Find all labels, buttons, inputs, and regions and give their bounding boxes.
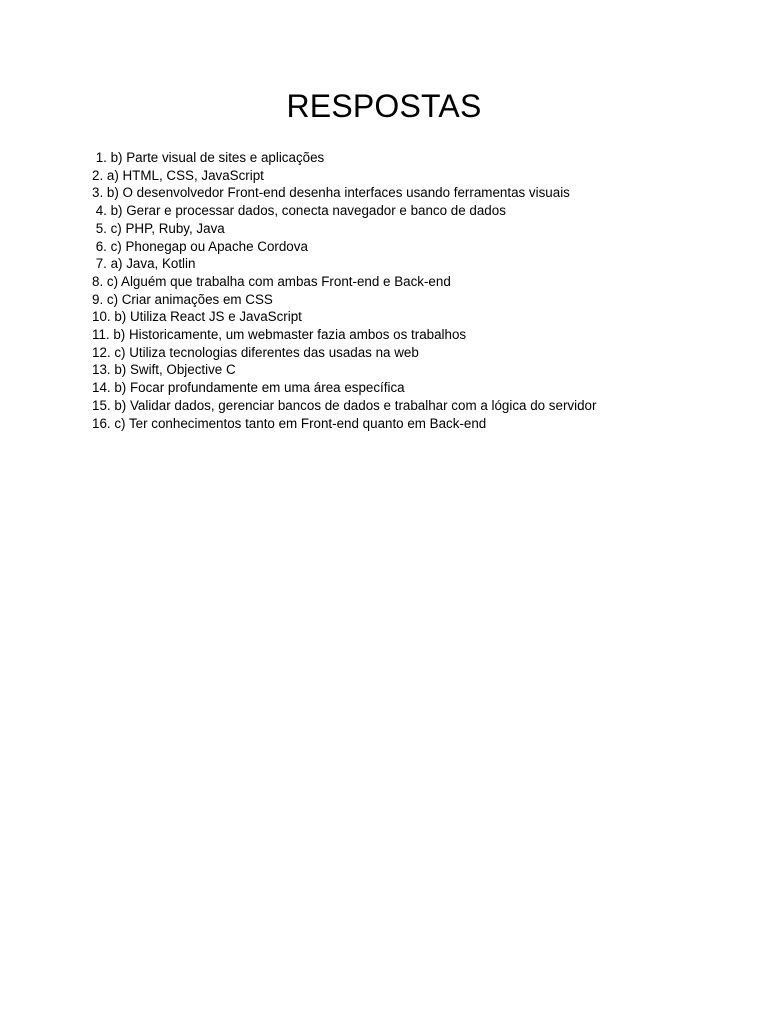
answer-item-6: 6. c) Phonegap ou Apache Cordova	[92, 238, 308, 254]
answer-item-11: 11. b) Historicamente, um webmaster fazia ambos os trabalhos	[92, 327, 467, 343]
answer-list	[92, 149, 596, 432]
page-title: RESPOSTAS	[286, 88, 482, 124]
answer-item-2: 2. a) HTML, CSS, JavaScript	[92, 167, 264, 183]
answer-item-4: 4. b) Gerar e processar dados, conecta navegador e banco de dados	[92, 203, 506, 219]
answer-item-14: 14. b) Focar profundamente em uma área específica	[92, 380, 405, 396]
answer-item-8: 8. c) Alguém que trabalha com ambas Front-end e Back-end	[92, 273, 451, 289]
answer-item-7: 7. a) Java, Kotlin	[92, 256, 196, 272]
answer-item-9: 9. c) Criar animações em CSS	[92, 291, 273, 307]
answer-item-5: 5. c) PHP, Ruby, Java	[92, 220, 225, 236]
answer-item-16: 16. c) Ter conhecimentos tanto em Front-end quanto em Back-end	[92, 415, 487, 431]
answer-item-12: 12. c) Utiliza tecnologias diferentes das usadas na web	[92, 344, 419, 360]
answer-item-3: 3. b) O desenvolvedor Front-end desenha interfaces usando ferramentas visuais	[92, 185, 570, 201]
answer-item-10: 10. b) Utiliza React JS e JavaScript	[92, 309, 302, 325]
answer-item-13: 13. b) Swift, Objective C	[92, 362, 236, 378]
answer-item-15: 15. b) Validar dados, gerenciar bancos de dados e trabalhar com a lógica do servidor	[92, 397, 597, 413]
answer-item-1: 1. b) Parte visual de sites e aplicações	[92, 150, 325, 165]
